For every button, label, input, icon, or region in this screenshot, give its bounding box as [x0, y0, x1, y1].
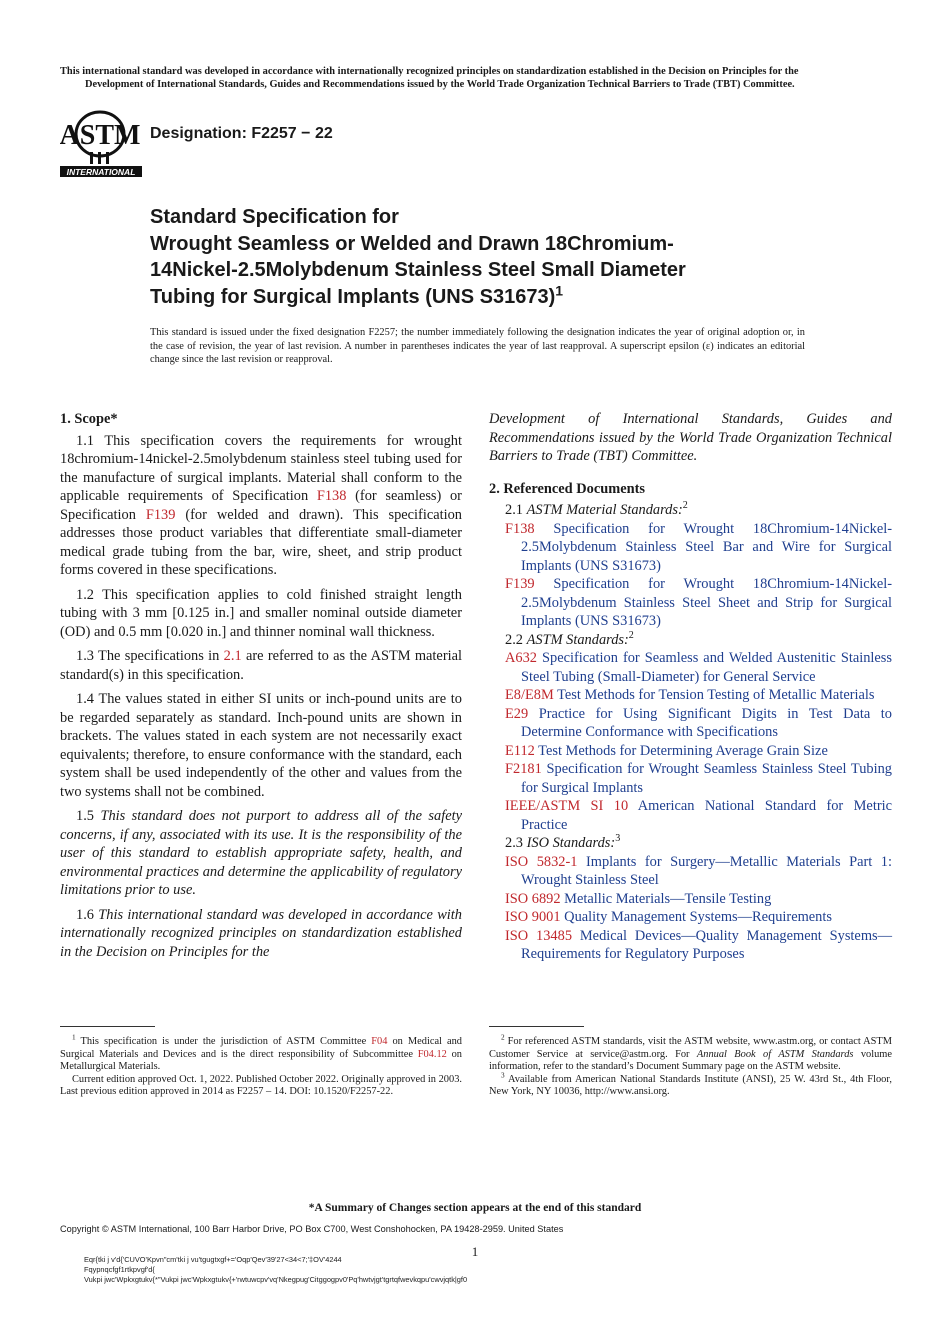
subsection-2-3: 2.3 ISO Standards:$^3$ [505, 833, 621, 851]
ref-a632[interactable]: A632 Specification for Seamless and Welded Austenitic Stainless Steel Tubing (Small-Diameter) for General Service [505, 650, 892, 685]
footnote-rule-right [489, 1026, 584, 1027]
title-line-4: Tubing for Surgical Implants (UNS S31673)$^1$ [150, 281, 564, 308]
ref-f138[interactable]: F138 Specification for Wrought 18Chromium-14Nickel-2.5Molybdenum Stainless Steel Bar and Wire for Surgical Implants (UNS S31673) [505, 520, 892, 574]
license-stamp: Eqr{tki j v'd{'CUVO'Kpvn"cm'tki j vu'tgugtxgf+='Oqp'Qev'39'27<34<7;'‡OV'4244 Fqypnqcfgf1rtkpvgf'd{ Vukpi jwc'Wpkxgtukv{*"Vukpi jwc'Wpkxgtukv{+'rwtuwcpv'vq'Nkegpug'Citggogpv0'Pq'hwtvjgt'tgrtqfwevkqpu'cwvjqtk|gf0 [84, 1255, 468, 1284]
title-line-2: Wrought Seamless or Welded and Drawn 18Chromium- [150, 232, 674, 255]
svg-text:ASTM: ASTM [60, 120, 141, 151]
ref-si10[interactable]: IEEE/ASTM SI 10 American National Standard for Metric Practice [505, 798, 892, 833]
ref-e8[interactable]: E8/E8M Test Methods for Tension Testing of Metallic Materials [505, 687, 875, 703]
scope-1-4: 1.4 The values stated in either SI units or inch-pound units are to be regarded separately as standard. Inch-pound units are shown in brackets. The values stated in each system are not necessarily exact equivalents; therefore, to ensure conformance with the standard, each system shall be used independently of the other and values from the two systems shall not be combined. [60, 691, 462, 800]
ref-e112[interactable]: E112 Test Methods for Determining Average Grain Size [505, 742, 828, 759]
link-f04[interactable]: F04 [371, 1036, 388, 1047]
footnote-2: $^2$ For referenced ASTM standards, visit the ASTM website, www.astm.org, or contact ASTM Customer Service at service@astm.org. For Annual Book of ASTM Standards volume information, refer to the standard’s Document Summary page on the ASTM website. [489, 1033, 893, 1073]
scope-1-6: 1.6 This international standard was developed in accordance with internationally recognized principles on standardization established in the Decision on Principles for the [60, 906, 462, 960]
page-number: 1 [471, 1244, 479, 1259]
ref-iso-13485[interactable]: ISO 13485 Medical Devices—Quality Management Systems—Requirements for Regulatory Purposes [505, 927, 893, 962]
link-f139[interactable]: F139 [145, 506, 176, 523]
tbt-notice-line-2: Development of International Standards, Guides and Recommendations issued by the World Trade Organization Technical Barriers to Trade (TBT) Committee. [85, 78, 795, 90]
scope-1-6-continued: Development of International Standards, Guides and Recommendations issued by the World Trade Organization Technical Barriers to Trade (TBT) Committee. [489, 411, 892, 464]
subsection-2-2: 2.2 ASTM Standards:$^2$ [505, 629, 634, 648]
ref-iso-6892[interactable]: ISO 6892 Metallic Materials—Tensile Testing [505, 890, 772, 907]
scope-heading: 1. Scope* [60, 411, 118, 427]
tbt-notice [60, 66, 892, 91]
footnote-1-edition: Current edition approved Oct. 1, 2022. Published October 2022. Originally approved in 2003. Last previous edition approved in 2014 as F2257 – 14. DOI: 10.1520/F2257-22. [60, 1073, 462, 1098]
link-section-2-1[interactable]: 2.1 [223, 648, 242, 664]
designation: Designation: F2257 − 22 [150, 125, 333, 142]
ref-e29[interactable]: E29 Practice for Using Significant Digits in Test Data to Determine Conformance with Specifications [505, 705, 892, 740]
scope-1-3: 1.3 The specifications in 2.1 are referred to as the ASTM material standard(s) in this specification. [60, 648, 462, 683]
issuance-note: This standard is issued under the fixed designation F2257; the number immediately following the designation indicates the year of original adoption or, in the case of revision, the year of last revision. A number in parentheses indicates the year of last reapproval. A superscript epsilon (ε) indicates an editorial change since the last revision or reapproval. [150, 327, 805, 365]
subsection-2-1: 2.1 ASTM Material Standards:$^2$ [505, 500, 688, 518]
scope-1-2: 1.2 This specification applies to cold finished straight length tubing with 3 mm [0.125 in.] and smaller nominal outside diameter (OD) and 0.5 mm [0.020 in.] and thinner nominal wall thickness. [60, 586, 462, 640]
summary-of-changes-note: *A Summary of Changes section appears at the end of this standard [308, 1202, 642, 1214]
ref-iso-5832-1[interactable]: ISO 5832-1 Implants for Surgery—Metallic Materials Part 1: Wrought Stainless Steel [505, 853, 892, 888]
referenced-documents-heading: 2. Referenced Documents [489, 480, 645, 497]
link-f04-12[interactable]: F04.12 [417, 1048, 447, 1060]
document-title [150, 204, 830, 310]
left-column [60, 410, 462, 967]
footnote-rule-left [60, 1026, 155, 1027]
copyright-line: Copyright © ASTM International, 100 Barr Harbor Drive, PO Box C700, West Conshohocken, PA 19428-2959. United States [60, 1224, 564, 1234]
footnote-1: $^1$ This specification is under the jurisdiction of ASTM Committee F04 on Medical and Surgical Materials and Devices and is the direct responsibility of Subcommittee F04.12 on Metallurgical Materials. [60, 1033, 462, 1073]
footnote-3: $^3$ Available from American National Standards Institute (ANSI), 25 W. 43rd St., 4th Floor, New York, NY 10036, http://www.ansi.org. [489, 1071, 892, 1098]
tbt-notice-line-1: This international standard was developed in accordance with internationally recognized principles on standardization established in the Decision on Principles for the [60, 66, 799, 77]
footnotes-left [60, 1033, 462, 1099]
scope-1-5: 1.5 This standard does not purport to address all of the safety concerns, if any, associated with its use. It is the responsibility of the user of this standard to establish appropriate safety, health, and environmental practices and determine the applicability of regulatory limitations prior to use. [60, 808, 462, 898]
ref-f139[interactable]: F139 Specification for Wrought 18Chromium-14Nickel-2.5Molybdenum Stainless Steel Sheet and Strip for Surgical Implants (UNS S31673) [505, 576, 892, 629]
title-line-1: Standard Specification for [150, 206, 399, 228]
ref-iso-9001[interactable]: ISO 9001 Quality Management Systems—Requirements [505, 909, 832, 925]
right-column [489, 410, 892, 964]
link-f138[interactable]: F138 [316, 488, 347, 504]
astm-logo-icon [60, 108, 142, 178]
title-line-3: 14Nickel-2.5Molybdenum Stainless Steel Small Diameter [150, 259, 686, 281]
scope-1-1: 1.1 This specification covers the requirements for wrought 18chromium-14nickel-2.5molybdenum stainless steel tubing used for the manufacture of surgical implants. Material shall conform to the applicable requirements of Specification F138 (for seamless) or Specification F139 (for welded and drawn). This specification addresses those product variables that differentiate small-diameter medical grade tubing from the bar, wire, sheet, and strip product forms covered in these specifications. [60, 432, 462, 578]
ref-f2181[interactable]: F2181 Specification for Wrought Seamless Stainless Steel Tubing for Surgical Implants [505, 761, 892, 796]
footnotes-right [489, 1033, 893, 1099]
title-footnote-mark: 1 [555, 281, 564, 298]
logo-text: INTERNATIONAL [66, 167, 136, 177]
